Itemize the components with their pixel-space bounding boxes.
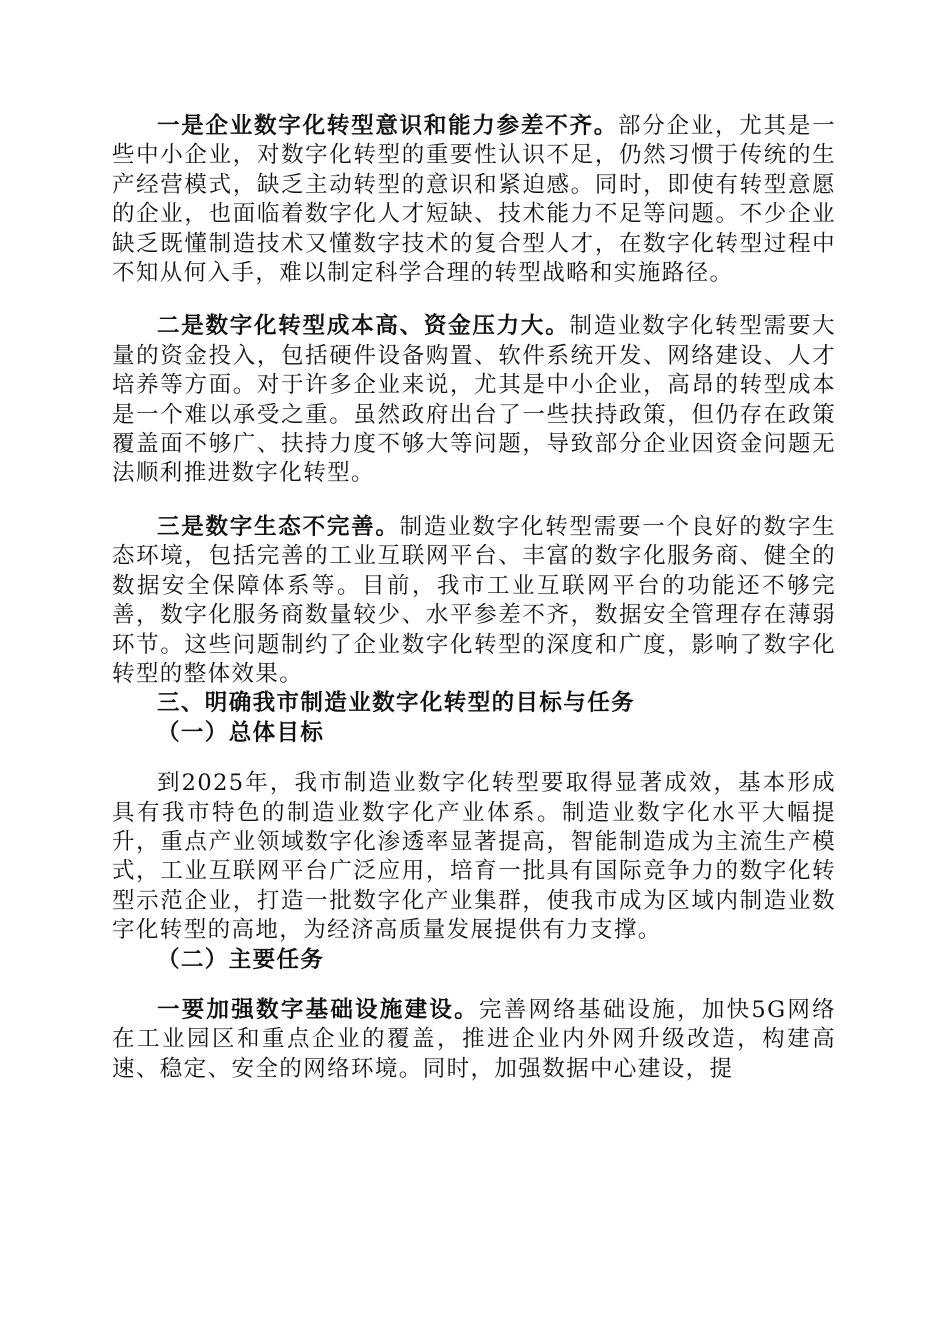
paragraph-lead: 三是数字生态不完善。 [157, 513, 400, 540]
paragraph-lead: 一是企业数字化转型意识和能力参差不齐。 [157, 113, 618, 139]
paragraph-cost [112, 312, 836, 488]
document-page [112, 112, 836, 1084]
paragraph-awareness [112, 112, 836, 288]
paragraph-lead: 一要加强数字基础设施建设。 [157, 996, 479, 1023]
paragraph-body: 部分企业，尤其是一些中小企业，对数字化转型的重要性认识不足，仍然习惯于传统的生产经营模式，缺乏主动转型的意识和紧迫感。同时，即使有转型意愿的企业，也面临着数字化人才短缺、技术能力不足等问题。不少企业缺乏既懂制造技术又懂数字技术的复合型人才，在数字化转型过程中不知从何入手，难以制定科学合理的转型战略和实施路径。 [112, 113, 836, 287]
paragraph-lead: 二是数字化转型成本高、资金压力大。 [157, 313, 570, 340]
subheading-overall-goal: （一）总体目标 [157, 719, 325, 746]
paragraph-ecosystem [112, 513, 836, 689]
subheading-main-tasks: （二）主要任务 [157, 946, 325, 973]
paragraph-body: 制造业数字化转型需要一个良好的数字生态环境，包括完善的工业互联网平台、丰富的数字化服务商、健全的数据安全保障体系等。目前，我市工业互联网平台的功能还不够完善，数字化服务商数量较少、水平参差不齐，数据安全管理存在薄弱环节。这些问题制约了企业数字化转型的深度和广度，影响了数字化转型的整体效果。 [112, 513, 836, 687]
paragraph-body: 制造业数字化转型需要大量的资金投入，包括硬件设备购置、软件系统开发、网络建设、人才培养等方面。对于许多企业来说，尤其是中小企业，高昂的转型成本是一个难以承受之重。虽然政府出台了一些扶持政策，但仍存在政策覆盖面不够广、扶持力度不够大等问题，导致部分企业因资金问题无法顺利推进数字化转型。 [112, 313, 836, 487]
paragraph-goal: 到2025年，我市制造业数字化转型要取得显著成效，基本形成具有我市特色的制造业数字化产业体系。制造业数字化水平大幅提升，重点产业领域数字化渗透率显著提高，智能制造成为主流生产模式，工业互联网平台广泛应用，培育一批具有国际竞争力的数字化转型示范企业，打造一批数字化产业集群，使我市成为区域内制造业数字化转型的高地，为经济高质量发展提供有力支撑。 [112, 770, 836, 944]
paragraph-task-infrastructure [112, 996, 836, 1084]
paragraph-body: 完善网络基础设施，加快5G网络在工业园区和重点企业的覆盖，推进企业内外网升级改造，构建高速、稳定、安全的网络环境。同时，加强数据中心建设，提 [112, 996, 836, 1082]
section-heading: 三、明确我市制造业数字化转型的目标与任务 [157, 690, 636, 717]
